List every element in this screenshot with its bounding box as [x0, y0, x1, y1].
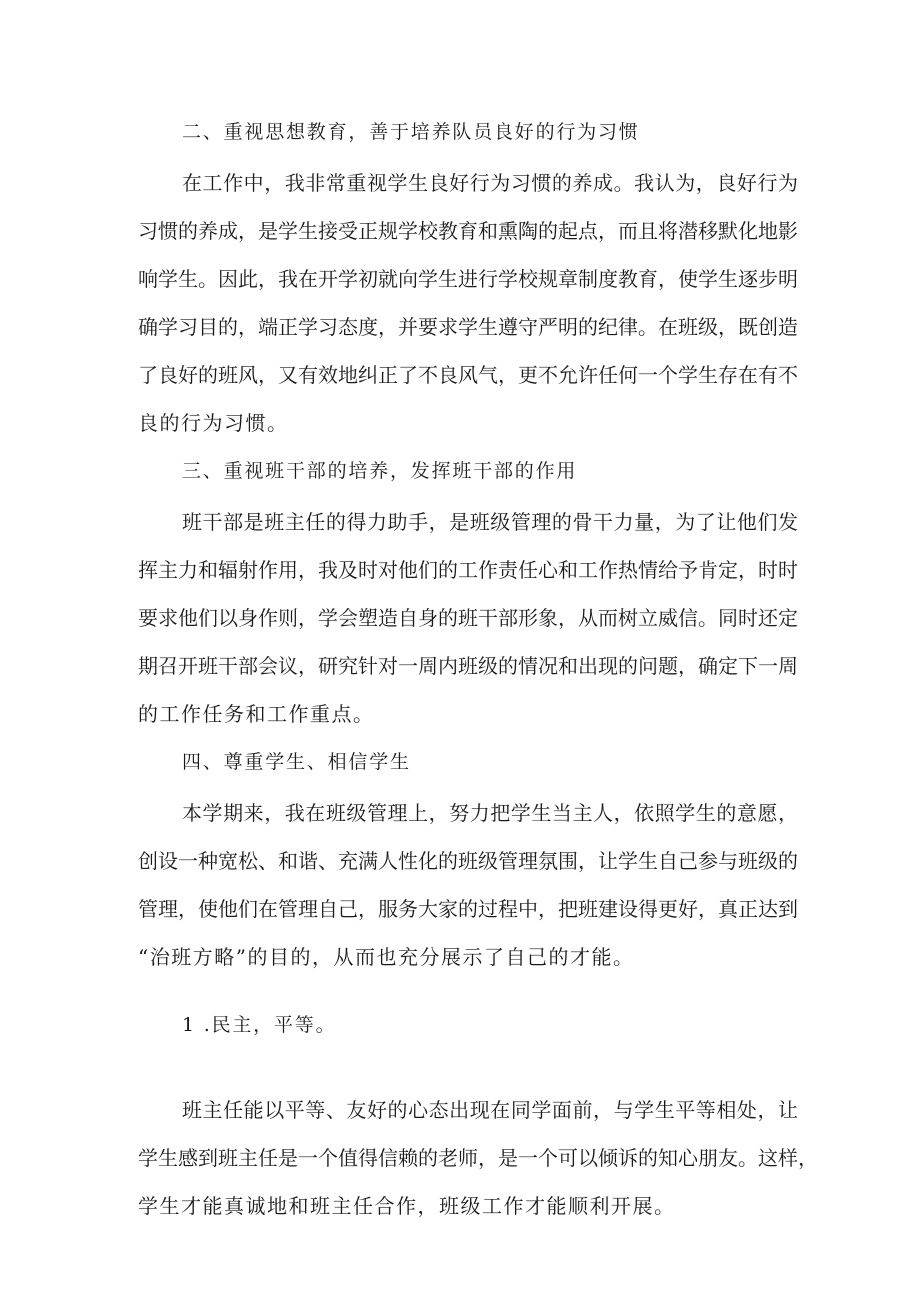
item-heading: 1 .民主，平等。	[182, 1014, 337, 1036]
paragraph-line: 学生感到班主任是一个值得信赖的老师，是一个可以倾诉的知心朋友。这样，	[138, 1146, 818, 1170]
section-heading: 四、尊重学生、相信学生	[182, 751, 411, 773]
paragraph-line: 了良好的班风，又有效地纠正了不良风气，更不允许任何一个学生存在有不	[138, 363, 798, 387]
section-heading: 二、重视思想教育，善于培养队员良好的行为习惯	[182, 121, 640, 143]
paragraph-line: “治班方略”的目的，从而也充分展示了自己的才能。	[138, 945, 635, 969]
paragraph-line: 班主任能以平等、友好的心态出现在同学面前，与学生平等相处，让	[182, 1098, 798, 1122]
paragraph-line: 挥主力和辐射作用，我及时对他们的工作责任心和工作热情给予肯定，时时	[138, 558, 798, 582]
paragraph-line: 管理，使他们在管理自己，服务大家的过程中，把班建设得更好，真正达到	[138, 897, 798, 921]
paragraph-line: 良的行为习惯。	[138, 411, 289, 435]
paragraph-line: 要求他们以身作则，学会塑造自身的班干部形象，从而树立威信。同时还定	[138, 606, 798, 630]
paragraph-line: 习惯的养成，是学生接受正规学校教育和熏陶的起点，而且将潜移默化地影	[138, 219, 798, 243]
paragraph-line: 期召开班干部会议，研究针对一周内班级的情况和出现的问题，确定下一周	[138, 654, 798, 678]
paragraph-line: 创设一种宽松、和谐、充满人性化的班级管理氛围，让学生自己参与班级的	[138, 849, 798, 873]
paragraph-line: 学生才能真诚地和班主任合作，班级工作才能顺利开展。	[138, 1194, 676, 1218]
paragraph-line: 在工作中，我非常重视学生良好行为习惯的养成。我认为，良好行为	[182, 171, 798, 195]
paragraph-line: 响学生。因此，我在开学初就向学生进行学校规章制度教育，使学生逐步明	[138, 267, 798, 291]
paragraph-line: 的工作任务和工作重点。	[138, 702, 375, 726]
paragraph-line: 确学习目的，端正学习态度，并要求学生遵守严明的纪律。在班级，既创造	[138, 315, 798, 339]
paragraph-line: 班干部是班主任的得力助手，是班级管理的骨干力量，为了让他们发	[182, 510, 798, 534]
section-heading: 三、重视班干部的培养，发挥班干部的作用	[182, 460, 578, 482]
paragraph-line: 本学期来，我在班级管理上，努力把学生当主人，依照学生的意愿，	[182, 801, 798, 825]
